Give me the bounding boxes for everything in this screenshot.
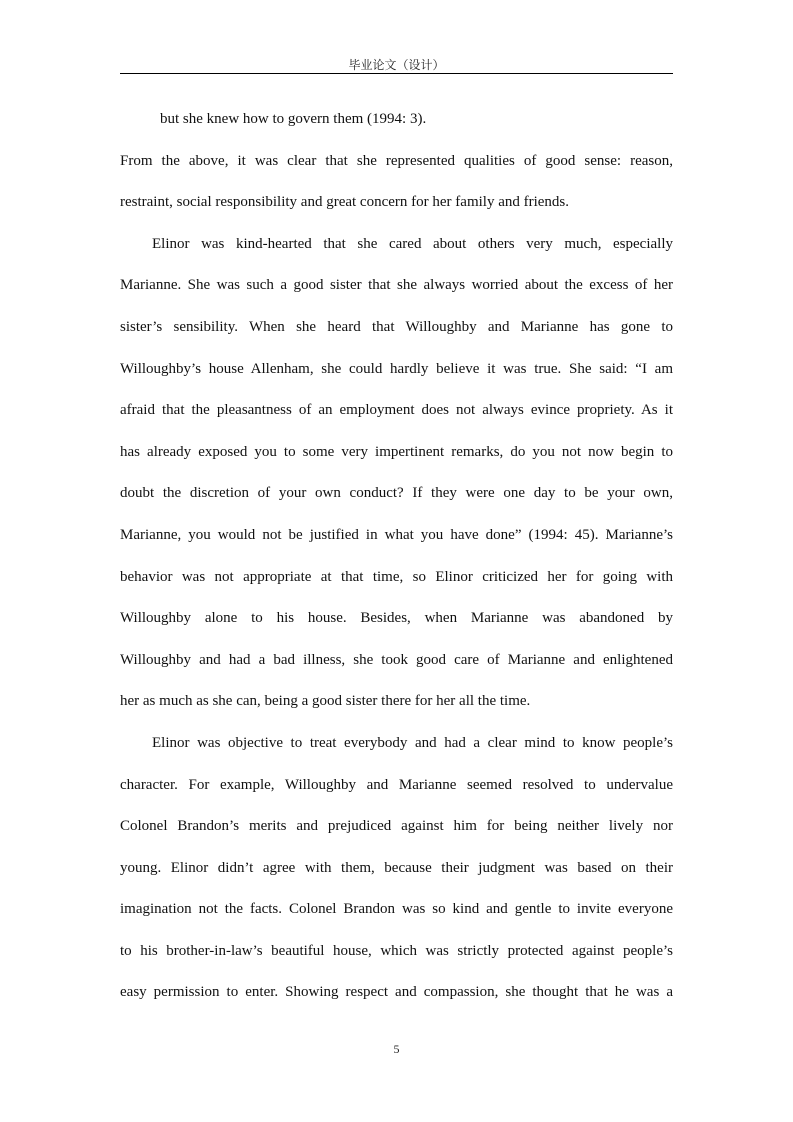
text-line: afraid that the pleasantness of an employment does not always evince propriety. As it [120, 402, 673, 419]
text-line: Elinor was kind-hearted that she cared about others very much, especially [152, 235, 673, 252]
text-line: Willoughby alone to his house. Besides, when Marianne was abandoned by [120, 610, 673, 627]
header-rule [120, 73, 673, 74]
text-line: to his brother-in-law’s beautiful house, which was strictly protected against people’s [120, 942, 673, 959]
text-line: character. For example, Willoughby and Marianne seemed resolved to undervalue [120, 776, 673, 793]
text-line: Marianne. She was such a good sister that she always worried about the excess of her [120, 277, 673, 294]
text-line: Marianne, you would not be justified in what you have done” (1994: 45). Marianne’s [120, 526, 673, 543]
text-line: young. Elinor didn’t agree with them, because their judgment was based on their [120, 859, 673, 876]
text-line: has already exposed you to some very impertinent remarks, do you not now begin to [120, 443, 673, 460]
text-line: behavior was not appropriate at that time, so Elinor criticized her for going with [120, 568, 673, 585]
text-line: Colonel Brandon’s merits and prejudiced against him for being neither lively nor [120, 818, 673, 835]
text-line: but she knew how to govern them (1994: 3). [160, 111, 427, 127]
text-line: From the above, it was clear that she represented qualities of good sense: reason, [120, 152, 673, 169]
text-line: Willoughby and had a bad illness, she took good care of Marianne and enlightened [120, 651, 673, 668]
text-line: easy permission to enter. Showing respect and compassion, she thought that he was a [120, 984, 673, 1001]
body-text [120, 99, 673, 1014]
text-line: her as much as she can, being a good sister there for her all the time. [120, 693, 531, 710]
text-line: Willoughby’s house Allenham, she could hardly believe it was true. She said: “I am [120, 360, 673, 377]
text-line: sister’s sensibility. When she heard that Willoughby and Marianne has gone to [120, 318, 673, 335]
text-line: Elinor was objective to treat everybody and had a clear mind to know people’s [152, 734, 673, 751]
text-line: imagination not the facts. Colonel Brandon was so kind and gentle to invite everyone [120, 901, 673, 918]
page-header: 毕业论文（设计） [348, 58, 445, 72]
text-line: doubt the discretion of your own conduct? If they were one day to be your own, [120, 485, 673, 502]
text-line: restraint, social responsibility and great concern for her family and friends. [120, 194, 570, 211]
page-number: 5 [393, 1042, 400, 1056]
